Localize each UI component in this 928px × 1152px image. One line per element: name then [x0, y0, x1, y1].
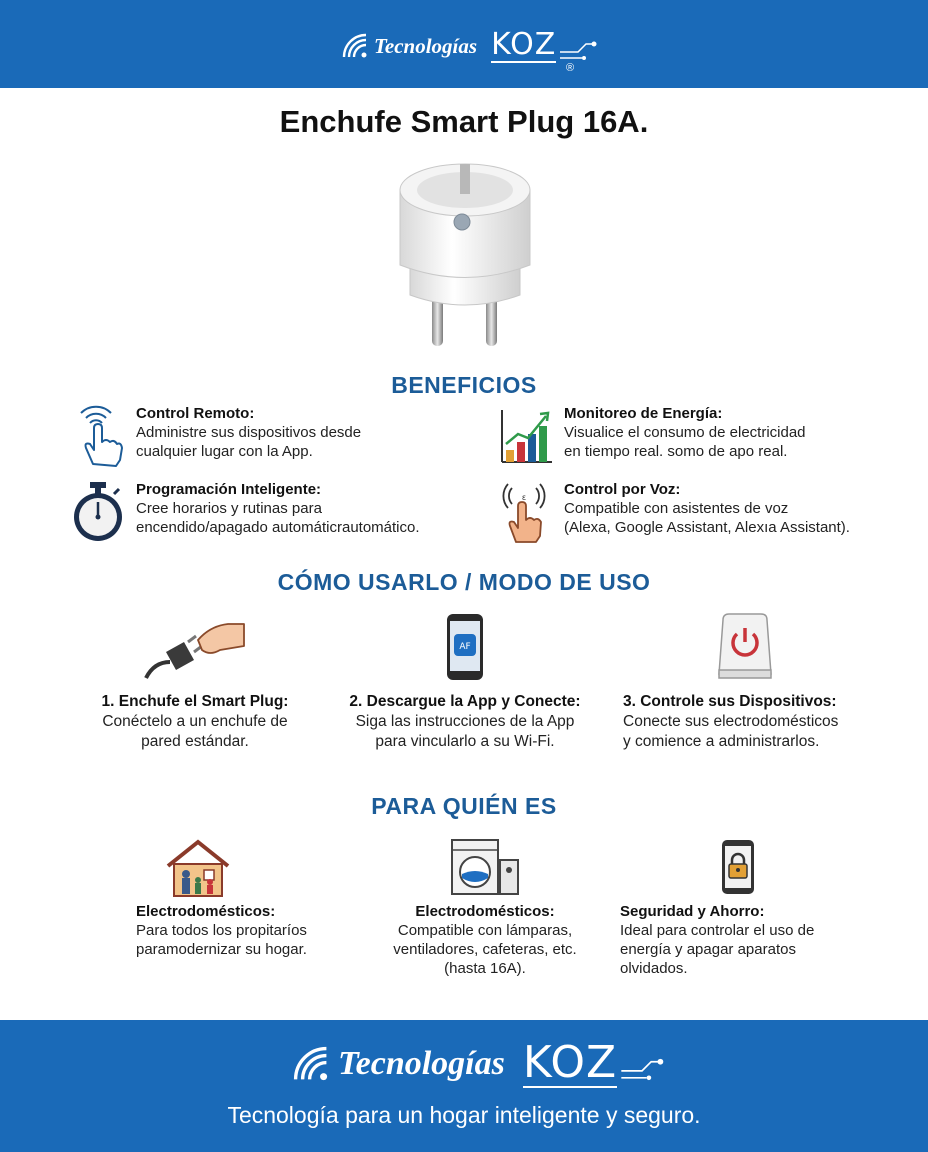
svg-text:ε: ε	[521, 493, 527, 502]
step-plug-in	[70, 612, 320, 752]
audience-households	[136, 838, 376, 959]
audience-heading: PARA QUIÉN ES	[371, 793, 557, 819]
step-desc: Conéctelo a un enchufe de pared estándar.	[102, 713, 288, 750]
footer-tagline: Tecnología para un hogar inteligente y seguro.	[227, 1102, 701, 1128]
benefit-desc: Visualice el consumo de electricidad en tiempo real. somo de apo real.	[564, 424, 806, 460]
benefit-title: Monitoreo de Energía:	[564, 405, 723, 422]
audience-security	[620, 838, 890, 978]
benefit-desc: Administre sus dispositivos desde cualquier lugar con la App.	[136, 424, 362, 460]
remote-touch-icon	[70, 404, 126, 468]
benefit-desc: Cree horarios y rutinas para encendido/apagado automáticrautomático.	[136, 500, 420, 536]
phone-lock-icon	[718, 838, 758, 896]
benefit-voice-control	[498, 480, 918, 550]
plug-hand-icon	[140, 612, 250, 682]
wifi-signal-icon	[340, 31, 370, 61]
house-family-icon	[164, 838, 232, 898]
step-desc: Siga las instrucciones de la App para vincularlo a su Wi-Fi.	[355, 713, 575, 750]
circuit-lines-icon	[619, 1041, 665, 1087]
benefit-energy-monitoring	[498, 404, 918, 474]
brand-name: Tecnologías	[374, 33, 478, 58]
audience-title: Electrodomésticos:	[136, 903, 276, 920]
power-device-icon	[715, 612, 775, 682]
washing-machine-icon	[450, 838, 520, 896]
benefit-desc: Compatible con asistentes de voz (Alexa, Google Assistant, Alexıa Assistant).	[564, 500, 850, 536]
audience-desc: Compatible con lámparas, ventiladores, cafeteras, etc. (hasta 16A).	[393, 922, 577, 977]
benefit-title: Control Remoto:	[136, 405, 255, 422]
circuit-lines-icon	[558, 26, 598, 66]
voice-hand-icon	[498, 480, 554, 544]
phone-app-icon	[445, 612, 485, 682]
benefit-smart-scheduling	[70, 480, 500, 550]
stopwatch-icon	[70, 480, 126, 544]
step-desc: Conecte sus electrodomésticos y comience a administrarlos.	[623, 713, 839, 750]
step-title: 1. Enchufe el Smart Plug:	[101, 693, 289, 710]
registered-mark: ®	[566, 62, 575, 74]
page-title: Enchufe Smart Plug 16A.	[279, 104, 649, 139]
header-logo	[340, 18, 598, 74]
audience-title: Seguridad y Ahorro:	[620, 903, 765, 920]
benefit-title: Programación Inteligente:	[136, 481, 322, 498]
wifi-signal-icon	[290, 1043, 332, 1085]
audience-title: Electrodomésticos:	[415, 903, 555, 920]
audience-desc: Para todos los propitaríos paramodernizar su hogar.	[136, 922, 307, 958]
audience-desc: Ideal para controlar el uso de energía y apagar aparatos olvidados.	[620, 922, 815, 977]
footer-logo	[290, 1034, 665, 1094]
howto-heading: CÓMO USARLO / MODO DE USO	[277, 569, 651, 595]
smart-plug-product-image	[390, 150, 540, 350]
step-title: 3. Controle sus Dispositivos:	[623, 693, 837, 710]
energy-chart-icon	[498, 404, 554, 468]
step-control-devices	[623, 612, 903, 752]
benefit-remote-control	[70, 404, 490, 474]
step-download-app	[330, 612, 600, 752]
benefit-title: Control por Voz:	[564, 481, 681, 498]
brand-mark: KOZ	[522, 1037, 618, 1088]
benefits-heading: BENEFICIOS	[391, 372, 537, 398]
app-label: AF	[459, 642, 471, 652]
brand-name: Tecnologías	[338, 1045, 505, 1082]
audience-appliances	[360, 838, 610, 978]
brand-mark: KOZ	[491, 27, 557, 62]
step-title: 2. Descargue la App y Conecte:	[349, 693, 581, 710]
